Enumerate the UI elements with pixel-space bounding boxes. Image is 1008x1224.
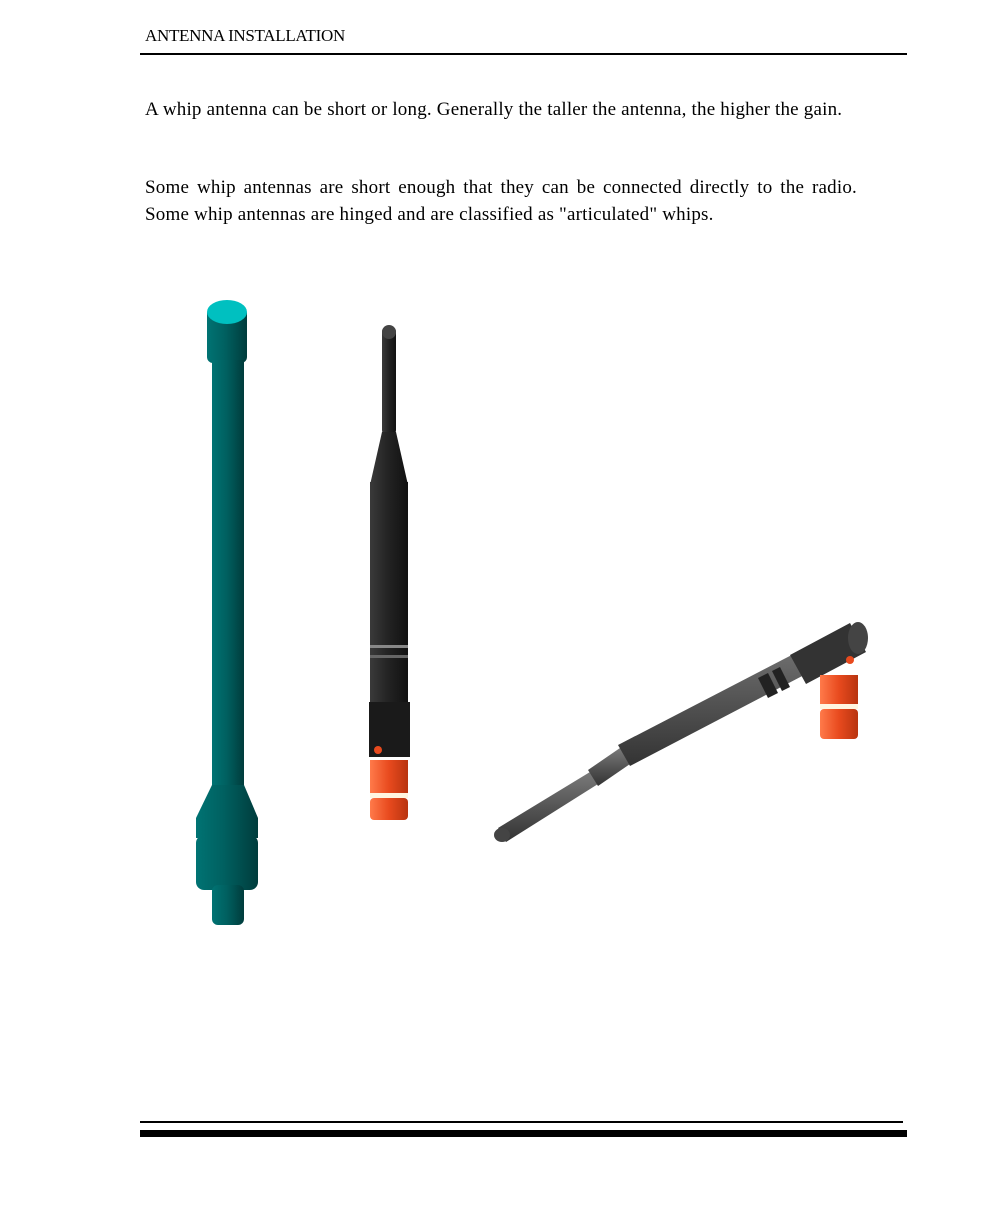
paragraph-whip-length: A whip antenna can be short or long. Generally the taller the antenna, the higher the gain. <box>145 99 843 120</box>
footer-rule-thick <box>140 1130 907 1137</box>
page-header-title: ANTENNA INSTALLATION <box>145 26 345 45</box>
antenna-illustration <box>180 290 880 940</box>
black-straight-whip-antenna <box>369 325 410 820</box>
paragraph-whip-types: Some whip antennas are short enough that they can be connected directly to the radio. Some whip antennas are hinged and are classified as "articulated" whips. <box>145 177 857 225</box>
grey-articulated-whip-antenna <box>494 622 868 842</box>
header-rule <box>140 53 907 55</box>
teal-whip-antenna <box>196 300 258 925</box>
footer-rule-thin <box>140 1121 903 1123</box>
